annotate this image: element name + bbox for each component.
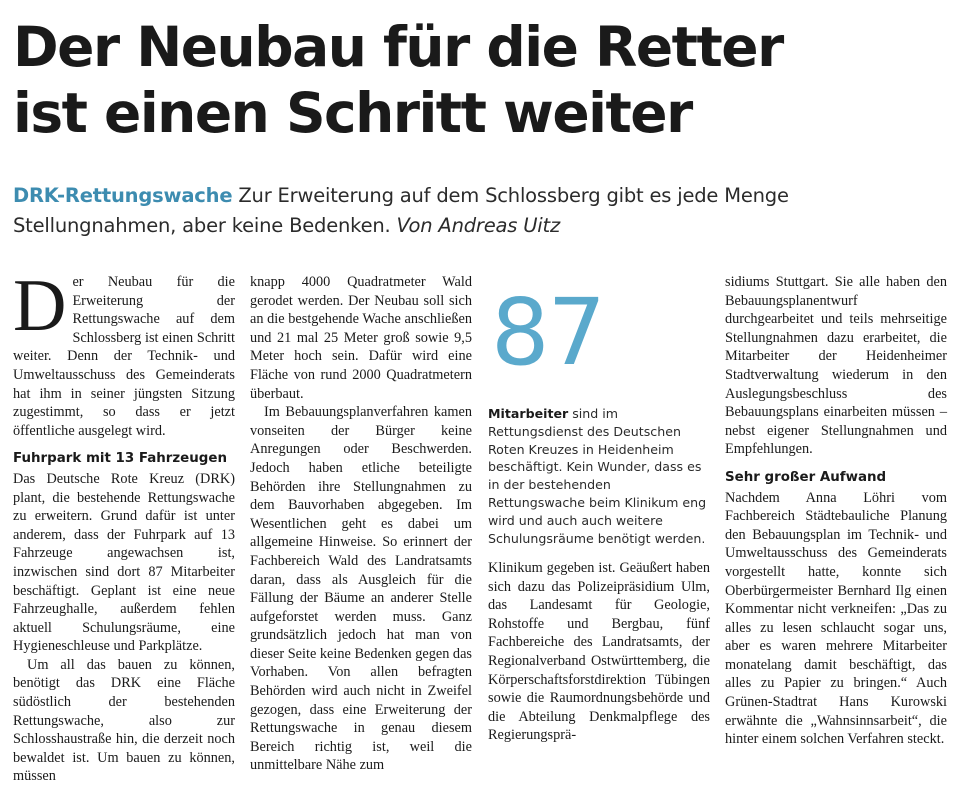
paragraph: Klinikum gegeben ist. Geäußert haben sich dazu das Polizeipräsidium Ulm, das Landesamt für Geologie, Rohstoffe und Bergbau, fünf Fachbereiche des Landratsamts, der Regionalverband Ostwürttemberg, die Körperschaftsforstdirektion Tübingen sowie die Raumordnungsbehörde und die Abteilung Denkmalpflege des Regierungsprä- [488, 560, 710, 744]
article-column-3 [488, 273, 710, 744]
article-column-2 [250, 273, 472, 775]
drop-cap: D [13, 265, 67, 347]
paragraph: knapp 4000 Quadratmeter Wald gerodet werden. Der Neubau soll sich an die bestgehende Wache anschließen und 21 mal 25 Meter groß sowie 9,5 Meter hoch sein. Dafür wird eine Fläche von rund 2000 Quadratmetern überbaut. [250, 274, 472, 402]
subheading-aufwand: Sehr großer Aufwand [725, 469, 887, 485]
fact-box-lead: Mitarbeiter [488, 406, 569, 421]
paragraph: Im Bebauungsplanverfahren kamen vonseiten der Bürger keine Anregungen oder Beschwerden. Jedoch haben etliche beteiligte Behörden ihre Stellungnahmen zu dem Bauvorhaben abgegeben. Im Wesentlichen geht es dabei um allgemeine Hinweise. So erinnert der Fachbereich Wald des Landratsamts daran, dass als Ausgleich für die Fällung der Bäume an anderer Stelle aufgeforstet werden muss. Ganz grundsätzlich jedoch hat man von dieser Seite keine Bedenken gegen das Vorhaben. Von allen befragten Behörden wird auch nicht in Zweifel gezogen, dass eine Erweiterung der Rettungswache in genau diesem Bereich richtig ist, weil die unmittelbare Nähe zum [250, 404, 472, 774]
article-column-4 [725, 273, 947, 749]
headline [13, 14, 953, 146]
paragraph: sidiums Stuttgart. Sie alle haben den Bebauungsplanentwurf durchgearbeitet und teils mehrseitige Stellungnahmen dazu erarbeitet, die Mitarbeiter der Heidenheimer Stadtverwaltung wiederum in den Auslegungsbeschluss des Bebauungsplans einarbeiten müssen – nebst eigener Stellungnahmen und Empfehlungen. [725, 274, 947, 458]
article-column-1 [13, 265, 235, 786]
paragraph: Um all das bauen zu können, benötigt das DRK eine Fläche südöstlich der bestehenden Rettungswache, also zur Schlosshaustraße hin, die derzeit noch bewaldet ist. Um bauen zu können, müssen [13, 656, 235, 785]
deck-text: Zur Erweiterung auf dem Schlossberg gibt es jede Menge Stellungnahmen, aber keine Bedenken. [13, 184, 789, 237]
subheading-fuhrpark: Fuhrpark mit 13 Fahrzeugen [13, 451, 227, 467]
headline-line-1: Der Neubau für die Retter [13, 15, 783, 79]
kicker: DRK-Rettungswache [13, 184, 233, 207]
article-deck [13, 181, 943, 241]
paragraph: Das Deutsche Rote Kreuz (DRK) plant, die bestehende Rettungswache zu erweitern. Grund dafür ist unter anderem, dass der Fuhrpark auf 13 Fahrzeuge angewachsen ist, inzwischen sind dort 87 Mitarbeiter beschäftigt. Geplant ist eine neue Fahrzeughalle, außerdem fehlen aktuell Schulungsräume, eine Hygieneschleuse und Parkplätze. [13, 470, 235, 655]
fact-big-number: 87 [491, 279, 605, 386]
byline: Von Andreas Uitz [396, 214, 561, 237]
headline-line-2: ist einen Schritt weiter [13, 81, 692, 145]
paragraph: Nachdem Anna Löhri vom Fachbereich Städtebauliche Planung den Bebauungsplan im Technik- und Umweltausschuss des Gemeinderats vorgestellt hatte, konnte sich Oberbürgermeister Bernhard Ilg einen Kommentar nicht verkneifen: „Das zu alles zu lesen schlaucht sogar uns, aber es waren mehrere Mitarbeiter monatelang damit beschäftigt, das alles zu Papier zu bringen.“ Auch Grünen-Stadtrat Hans Kurowski erwähnte die „Wahnsinnsarbeit“, die hinter einem solchen Verfahren steckt. [725, 489, 947, 748]
fact-box [488, 405, 710, 547]
paragraph-intro: er Neubau für die Erweiterung der Rettungswache auf dem Schlossberg ist einen Schritt weiter. Denn der Technik- und Umweltausschuss des Gemeinderats hat ihm in seiner jüngsten Sitzung zugestimmt, so dass er jetzt öffentliche ausgelegt wird. [13, 274, 235, 439]
fact-box-text: sind im Rettungsdienst des Deutschen Roten Kreuzes in Heidenheim beschäftigt. Kein Wunder, dass es in der bestehenden Rettungswache beim Klinikum eng wird und auch auch weitere Schulungsräume benötigt werden. [488, 406, 707, 546]
